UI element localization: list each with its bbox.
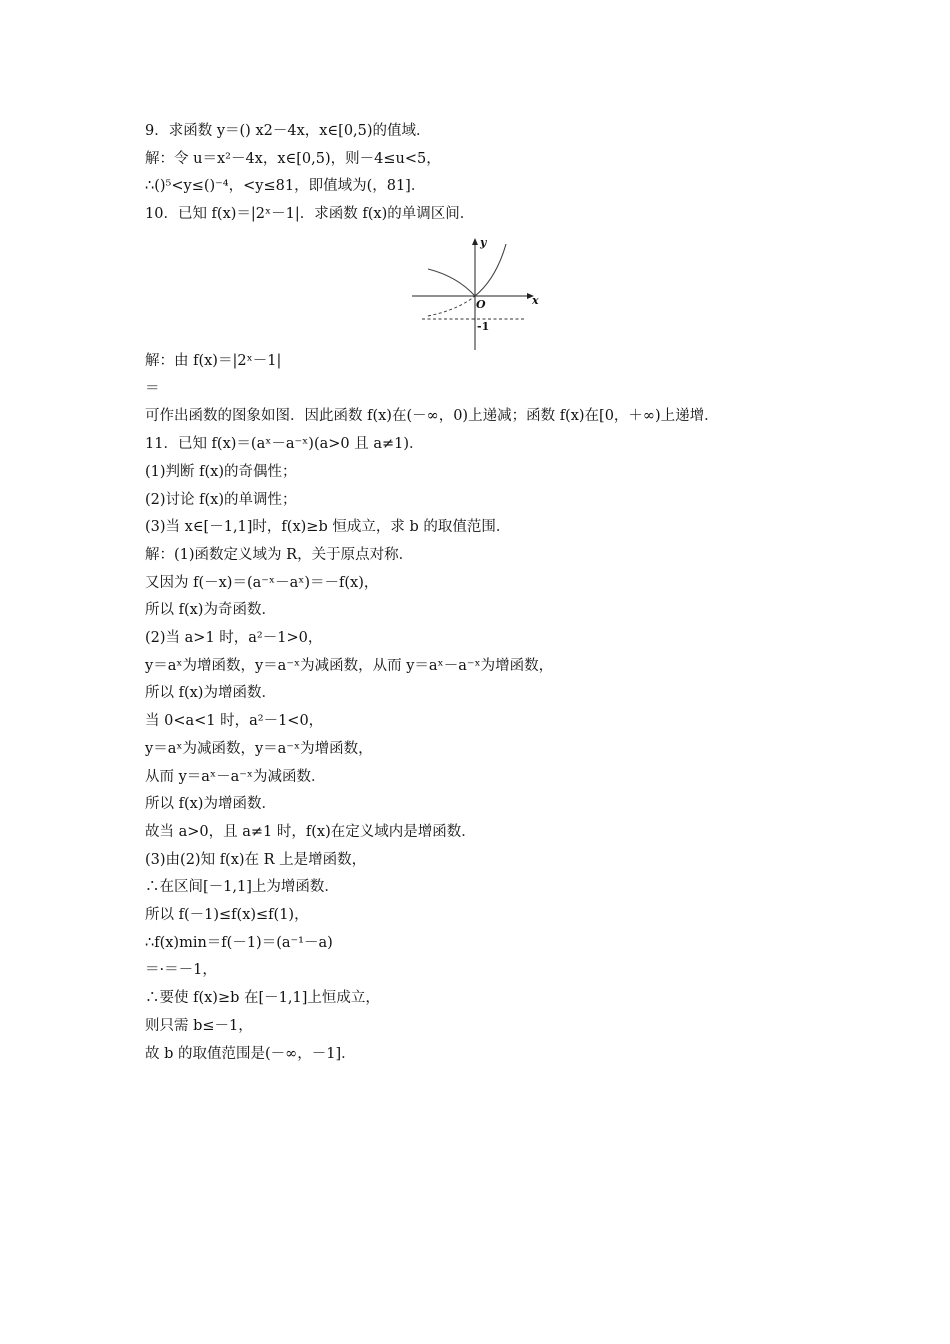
- text-line: 所以 f(－1)≤f(x)≤f(1)，: [145, 907, 309, 923]
- text-line: (3)当 x∈[－1,1]时，f(x)≥b 恒成立，求 b 的取值范围．: [145, 519, 511, 536]
- text-line: 解：(1)函数定义域为 R，关于原点对称．: [145, 546, 414, 563]
- text-line: 所以 f(x)为增函数．: [145, 796, 276, 813]
- text-line: (2)当 a>1 时，a²－1>0，: [145, 630, 323, 646]
- text-line: ∴()⁵<y≤()⁻⁴，<y≤81，即值域为(，81]．: [145, 178, 426, 195]
- text-line: 解：令 u＝x²－4x，x∈[0,5)，则－4≤u<5，: [145, 150, 441, 167]
- text-line: y＝aˣ为减函数，y＝a⁻ˣ为增函数，: [145, 740, 373, 757]
- x-axis-label: x: [532, 294, 539, 307]
- text-line: 9．求函数 y＝() x2－4x，x∈[0,5)的值域．: [145, 123, 431, 139]
- text-line: 故当 a>0，且 a≠1 时，f(x)在定义域内是增函数．: [145, 823, 476, 840]
- text-line: 故 b 的取值范围是(－∞，－1]．: [145, 1045, 356, 1062]
- text-line: 又因为 f(－x)＝(a⁻ˣ－aˣ)＝－f(x)，: [145, 574, 379, 591]
- text-line: 可作出函数的图象如图．因此函数 f(x)在(－∞，0)上递减；函数 f(x)在[0，＋∞)上递增．: [145, 408, 719, 425]
- y-axis-label: y: [480, 236, 487, 249]
- text-line: y＝aˣ为增函数，y＝a⁻ˣ为减函数，从而 y＝aˣ－a⁻ˣ为增函数，: [145, 657, 554, 674]
- text-line: ∴f(x)min＝f(－1)＝(a⁻¹－a): [145, 934, 333, 951]
- text-line: (1)判断 f(x)的奇偶性；: [145, 463, 297, 480]
- text-line: 则只需 b≤－1，: [145, 1017, 253, 1034]
- text-line: 所以 f(x)为增函数．: [145, 685, 276, 702]
- function-graph-figure: [408, 232, 544, 354]
- text-line: 当 0<a<1 时，a²－1<0，: [145, 713, 324, 730]
- function-graph: [408, 232, 544, 354]
- text-line: ＝·＝－1，: [145, 962, 217, 979]
- curve-right: [475, 244, 506, 296]
- y-axis-arrow: [472, 238, 478, 245]
- dashed-curve: [428, 296, 475, 316]
- text-line: 所以 f(x)为奇函数．: [145, 602, 276, 619]
- text-line: ＝: [145, 380, 160, 397]
- text-line: (3)由(2)知 f(x)在 R 上是增函数，: [145, 851, 367, 868]
- text-line: 10．已知 f(x)＝|2ˣ－1|．求函数 f(x)的单调区间．: [145, 206, 475, 223]
- origin-label: O: [476, 298, 486, 311]
- text-line: 解：由 f(x)＝|2ˣ－1|: [145, 353, 282, 369]
- curve-left: [428, 269, 475, 296]
- text-line: 11．已知 f(x)＝(aˣ－a⁻ˣ)(a>0 且 a≠1)．: [145, 436, 424, 453]
- text-line: ∴要使 f(x)≥b 在[－1,1]上恒成立，: [145, 990, 380, 1007]
- text-line: ∴在区间[－1,1]上为增函数．: [145, 879, 339, 896]
- text-line: 从而 y＝aˣ－a⁻ˣ为减函数．: [145, 768, 326, 785]
- text-line: (2)讨论 f(x)的单调性；: [145, 491, 297, 508]
- minus-one-label: -1: [477, 320, 490, 333]
